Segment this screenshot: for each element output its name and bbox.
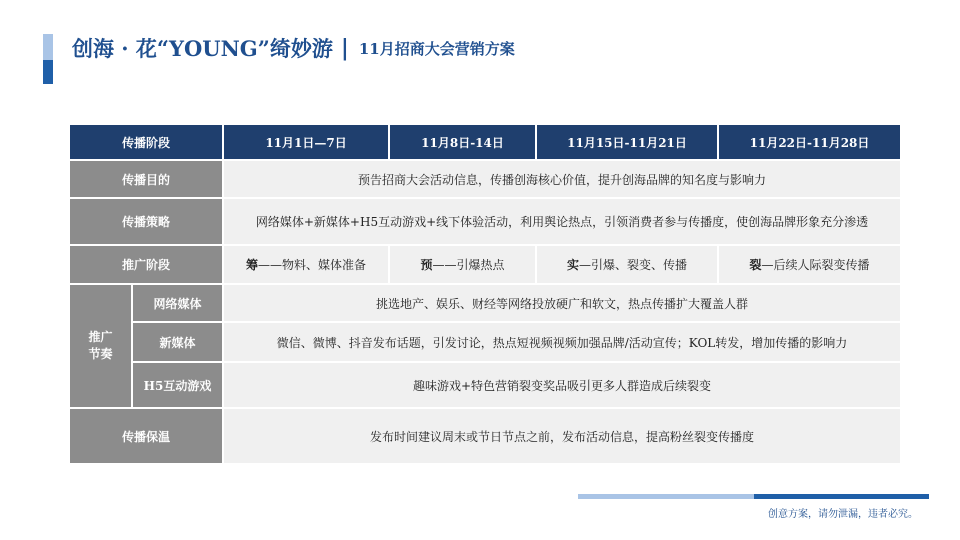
footer-bar-dark bbox=[754, 494, 929, 499]
stage-key-2: 预 bbox=[420, 258, 433, 272]
stage-cell-2 bbox=[389, 245, 536, 284]
footer-bar-light bbox=[578, 494, 754, 499]
rhythm-label-line1: 推广 bbox=[88, 330, 113, 344]
row-label-warmup: 传播保温 bbox=[69, 408, 223, 464]
stage-desc-4: —后续人际裂变传播 bbox=[761, 258, 870, 272]
sub-label-new-media: 新媒体 bbox=[132, 322, 223, 362]
sub-label-web-media: 网络媒体 bbox=[132, 284, 223, 322]
table-row-rhythm-h5 bbox=[69, 362, 901, 408]
table-row-stages bbox=[69, 245, 901, 284]
table-row-rhythm-new-media bbox=[69, 322, 901, 362]
stage-key-1: 筹 bbox=[246, 258, 259, 272]
page-subtitle: 11月招商大会营销方案 bbox=[358, 39, 515, 58]
title-separator: | bbox=[340, 35, 349, 61]
rhythm-label-line2: 节奏 bbox=[88, 347, 113, 361]
new-media-text: 微信、微博、抖音发布话题，引发讨论，热点短视频视频加强品牌/活动宣传；KOL转发，增加传播的影响力 bbox=[223, 322, 901, 362]
table-row-rhythm-web bbox=[69, 284, 901, 322]
stage-desc-3: —引爆、裂变、传播 bbox=[579, 258, 688, 272]
strategy-text: 网络媒体+新媒体+H5互动游戏+线下体验活动，利用舆论热点，引领消费者参与传播度，使创海品牌形象充分渗透 bbox=[223, 198, 901, 245]
footer-confidential-note: 创意方案，请勿泄漏，违者必究。 bbox=[768, 509, 918, 520]
h5-game-text: 趣味游戏+特色营销裂变奖品吸引更多人群造成后续裂变 bbox=[223, 362, 901, 408]
row-label-rhythm bbox=[69, 284, 132, 408]
web-media-text: 挑选地产、娱乐、财经等网络投放硬广和软文，热点传播扩大覆盖人群 bbox=[223, 284, 901, 322]
header-period-2: 11月8日-14日 bbox=[389, 124, 536, 160]
table-row-warmup bbox=[69, 408, 901, 464]
purpose-text: 预告招商大会活动信息，传播创海核心价值，提升创海品牌的知名度与影响力 bbox=[223, 160, 901, 198]
header-period-3: 11月15日-11月21日 bbox=[536, 124, 718, 160]
title-accent-bar-dark bbox=[43, 60, 53, 84]
row-label-stages: 推广阶段 bbox=[69, 245, 223, 284]
page-title: 创海 · 花“YOUNG”绮妙游 bbox=[72, 36, 333, 61]
table-row-purpose bbox=[69, 160, 901, 198]
header-stage-label: 传播阶段 bbox=[69, 124, 223, 160]
stage-key-4: 裂 bbox=[749, 258, 762, 272]
row-label-strategy: 传播策略 bbox=[69, 198, 223, 245]
stage-cell-3 bbox=[536, 245, 718, 284]
stage-key-3: 实 bbox=[567, 258, 580, 272]
stage-cell-1 bbox=[223, 245, 389, 284]
sub-label-h5-game: H5互动游戏 bbox=[132, 362, 223, 408]
stage-cell-4 bbox=[718, 245, 901, 284]
stage-desc-2: ——引爆热点 bbox=[432, 258, 505, 272]
page-title-row bbox=[72, 32, 515, 64]
table-row-strategy bbox=[69, 198, 901, 245]
stage-desc-1: ——物料、媒体准备 bbox=[258, 258, 367, 272]
header-period-4: 11月22日-11月28日 bbox=[718, 124, 901, 160]
title-accent-bar-light bbox=[43, 34, 53, 60]
warmup-text: 发布时间建议周末或节日节点之前，发布活动信息，提高粉丝裂变传播度 bbox=[223, 408, 901, 464]
table-header-row bbox=[69, 124, 901, 160]
header-period-1: 11月1日—7日 bbox=[223, 124, 389, 160]
marketing-plan-table bbox=[68, 123, 902, 465]
row-label-purpose: 传播目的 bbox=[69, 160, 223, 198]
